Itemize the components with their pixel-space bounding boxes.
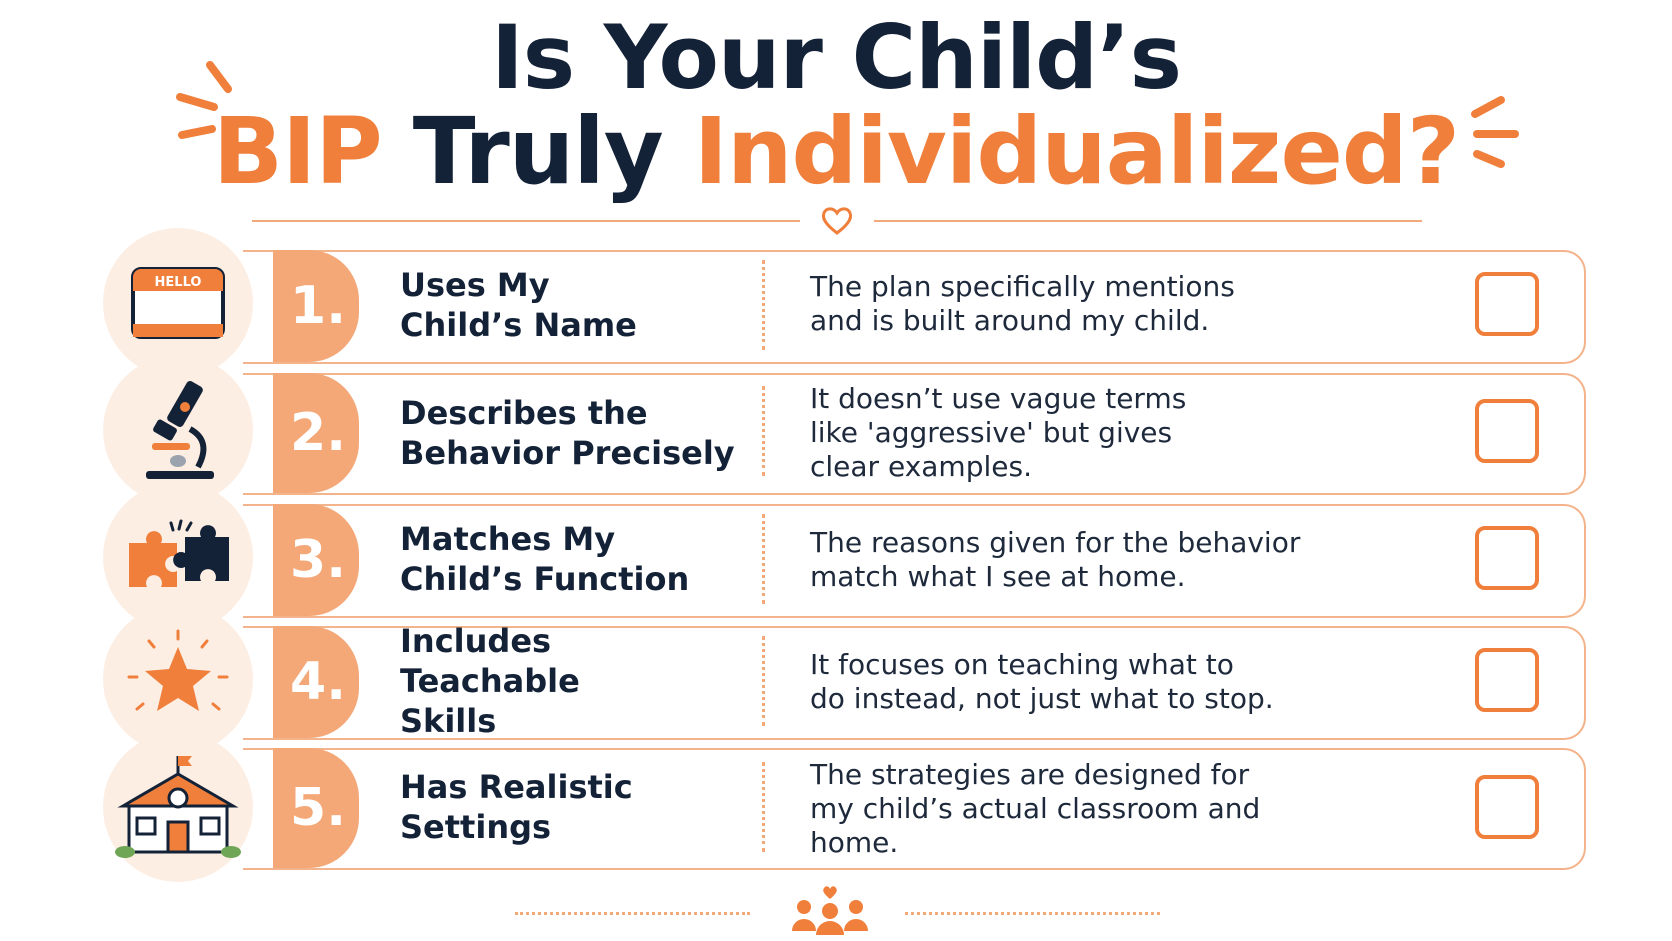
footer-dots-left [515, 912, 750, 915]
checkbox-4[interactable] [1475, 648, 1539, 712]
item-number-5: 5. [273, 748, 359, 868]
item-label-1-line-1: Uses My [400, 266, 550, 304]
item-label-2 [400, 385, 740, 481]
item-desc-5-line-3: home. [810, 826, 899, 859]
puzzle-icon [123, 517, 233, 597]
item-label-3-line-2: Child’s Function [400, 560, 690, 598]
item-number-4: 4. [273, 626, 359, 738]
item-desc-2-line-1: It doesn’t use vague terms [810, 382, 1187, 415]
item-label-4 [400, 622, 740, 740]
star-icon [123, 629, 233, 729]
item-label-3-line-1: Matches My [400, 520, 616, 558]
icon-circle-5 [103, 732, 253, 882]
item-desc-3-line-1: The reasons given for the behavior [810, 526, 1301, 559]
item-desc-5-line-2: my child’s actual classroom and [810, 792, 1261, 825]
row-separator-5 [762, 762, 765, 852]
burst-left-icon [170, 55, 240, 145]
microscope-icon [138, 375, 218, 485]
item-desc-4-line-1: It focuses on teaching what to [810, 648, 1234, 681]
item-label-2-line-1: Describes the [400, 394, 648, 432]
item-label-5 [400, 763, 740, 851]
item-label-5-line-2: Settings [400, 808, 552, 846]
item-desc-2-line-2: like 'aggressive' but gives [810, 416, 1173, 449]
heart-icon [820, 206, 854, 236]
row-separator-3 [762, 514, 765, 604]
name-tag-icon [130, 266, 226, 340]
item-desc-3 [810, 518, 1310, 602]
item-desc-5-line-1: The strategies are designed for [810, 758, 1250, 791]
item-label-4-line-1: Includes Teachable [400, 622, 580, 700]
item-desc-1 [810, 262, 1310, 346]
title-individualized: Individualized? [693, 98, 1460, 205]
item-number-1: 1. [273, 250, 359, 362]
item-number-2: 2. [273, 373, 359, 493]
school-icon [113, 752, 243, 862]
item-desc-1-line-2: and is built around my child. [810, 304, 1210, 337]
title-line-2 [0, 98, 1672, 205]
checkbox-2[interactable] [1475, 399, 1539, 463]
family-icon [790, 885, 870, 935]
checkbox-1[interactable] [1475, 272, 1539, 336]
item-label-1 [400, 265, 740, 345]
item-desc-2 [810, 380, 1310, 486]
title-bip: BIP [212, 98, 382, 205]
title-divider-right [874, 220, 1422, 222]
item-desc-5 [810, 756, 1310, 862]
row-separator-1 [762, 260, 765, 350]
footer-dots-right [905, 912, 1160, 915]
item-desc-1-line-1: The plan specifically mentions [810, 270, 1235, 303]
item-desc-2-line-3: clear examples. [810, 450, 1032, 483]
item-desc-3-line-2: match what I see at home. [810, 560, 1186, 593]
item-label-3 [400, 519, 740, 599]
item-label-5-line-1: Has Realistic [400, 768, 633, 806]
item-label-1-line-2: Child’s Name [400, 306, 637, 344]
row-separator-2 [762, 386, 765, 476]
item-number-3: 3. [273, 504, 359, 616]
item-desc-4-line-2: do instead, not just what to stop. [810, 682, 1274, 715]
item-label-2-line-2: Behavior Precisely [400, 434, 735, 472]
checkbox-3[interactable] [1475, 526, 1539, 590]
burst-right-icon [1465, 90, 1535, 170]
title-line-1: Is Your Child’s [491, 6, 1181, 109]
item-desc-4 [810, 640, 1310, 724]
item-label-4-line-2: Skills [400, 702, 497, 740]
title-truly: Truly [412, 98, 663, 205]
checkbox-5[interactable] [1475, 775, 1539, 839]
row-separator-4 [762, 636, 765, 726]
title-divider-left [252, 220, 800, 222]
name-tag-text: HELLO [154, 275, 202, 290]
